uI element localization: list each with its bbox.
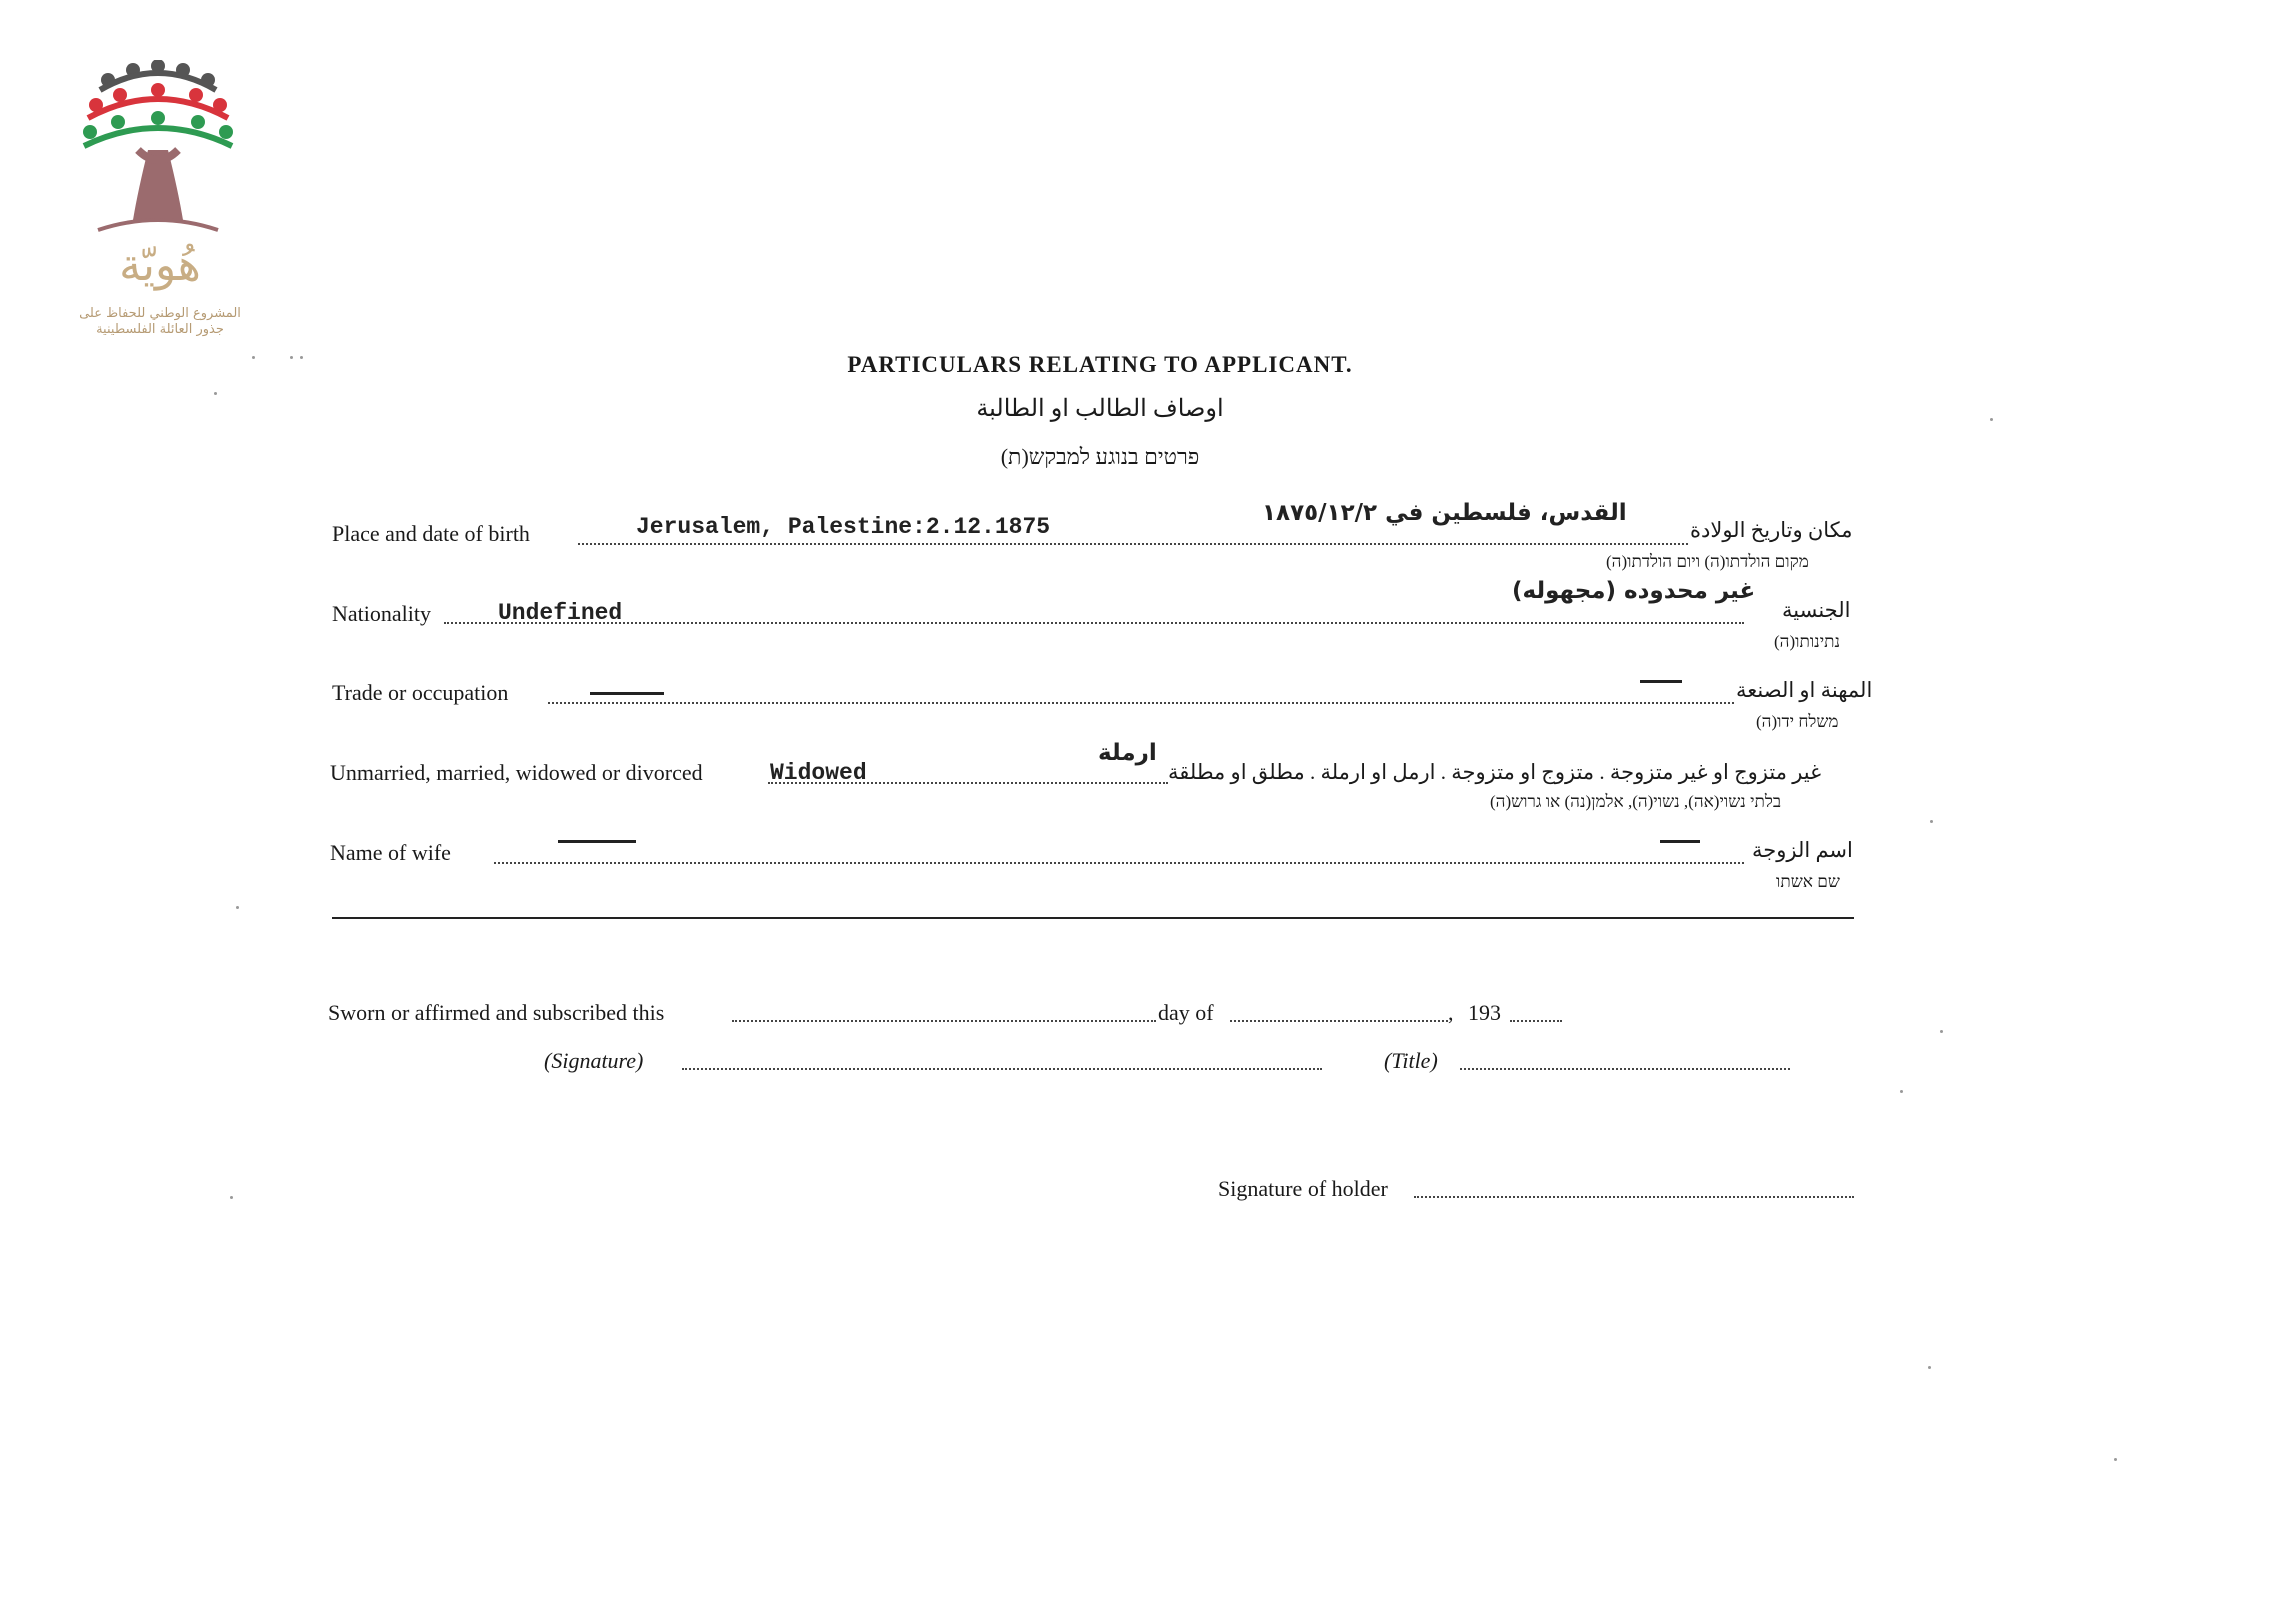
birth-label-he: מקום הולדתו(ה) ויום הולדתו(ה) [1606, 552, 1809, 571]
logo-caption-line2: جذور العائلة الفلسطينية [96, 322, 224, 337]
wife-label-ar: اسم الزوجة [1752, 838, 1853, 862]
trade-blank-dash-ar [1640, 680, 1682, 683]
trade-label-he: משלח ידו(ה) [1756, 712, 1839, 731]
family-tree-icon [78, 60, 238, 260]
wife-dotted-line [494, 862, 1744, 864]
scan-speck [1940, 1030, 1943, 1033]
sworn-day-dotted-line [732, 1020, 1156, 1022]
scan-speck [236, 906, 239, 909]
scan-speck [214, 392, 217, 395]
sworn-year: 193 [1468, 1000, 1501, 1025]
title-dotted-line [1460, 1068, 1790, 1070]
scan-speck [230, 1196, 233, 1199]
birth-label-ar: مكان وتاريخ الولادة [1690, 518, 1853, 542]
logo [78, 60, 238, 340]
sworn-year-dotted-line [1510, 1020, 1562, 1022]
nationality-label-he: נתינותו(ה) [1774, 632, 1841, 651]
logo-caption [60, 306, 260, 338]
holder-signature-dotted-line [1414, 1196, 1854, 1198]
wife-blank-dash [558, 840, 636, 843]
birth-value-ar: القدس، فلسطين في ١٨٧٥/١٢/٢ [1262, 500, 1627, 526]
wife-label-he: שם אשתו [1776, 872, 1840, 891]
section-divider [332, 917, 1854, 919]
nationality-value-ar: غير محدوده (مجهوله) [1512, 578, 1756, 604]
scan-speck [1928, 1366, 1931, 1369]
sworn-comma: , [1448, 1000, 1454, 1025]
logo-wordmark: هُويّة [119, 240, 201, 291]
signature-label: (Signature) [544, 1048, 644, 1073]
scan-speck [1900, 1090, 1903, 1093]
sworn-month-dotted-line [1230, 1020, 1448, 1022]
wife-blank-dash-ar [1660, 840, 1700, 843]
birth-value-en: Jerusalem, Palestine:2.12.1875 [636, 514, 1051, 540]
form-heading-ar: اوصاف الطالب او الطالبة [976, 396, 1224, 422]
birth-label-en: Place and date of birth [332, 521, 530, 546]
signature-dotted-line [682, 1068, 1322, 1070]
logo-caption-line1: المشروع الوطني للحفاظ على [79, 306, 241, 321]
marital-value-ar: ارملة [1098, 740, 1157, 766]
title-label: (Title) [1384, 1048, 1438, 1073]
scan-speck [252, 356, 255, 359]
marital-value-en: Widowed [770, 760, 867, 786]
wife-label-en: Name of wife [330, 840, 451, 865]
nationality-label-ar: الجنسية [1782, 598, 1851, 622]
trade-label-ar: المهنة او الصنعة [1736, 678, 1873, 702]
trade-blank-dash [590, 692, 664, 695]
trade-label-en: Trade or occupation [332, 680, 509, 705]
marital-label-en: Unmarried, married, widowed or divorced [330, 760, 703, 785]
scan-speck [290, 356, 293, 359]
scan-speck [1990, 418, 1993, 421]
sworn-text: Sworn or affirmed and subscribed this [328, 1000, 665, 1025]
birth-dotted-line [578, 543, 1688, 545]
scan-speck [2114, 1458, 2117, 1461]
marital-label-ar: غير متزوج او غير متزوجة . متزوج او متزوجة . ارمل او ارملة . مطلق او مطلقة [1168, 760, 1822, 784]
nationality-dotted-line [444, 622, 1744, 624]
form-heading-en: PARTICULARS RELATING TO APPLICANT. [847, 352, 1353, 377]
sworn-day-of: day of [1158, 1000, 1214, 1025]
form-heading-he: פרטים בנוגע למבקש(ת) [1000, 444, 1200, 469]
nationality-label-en: Nationality [332, 601, 431, 626]
trade-dotted-line [548, 702, 1734, 704]
holder-signature-label: Signature of holder [1218, 1176, 1388, 1201]
scan-speck [300, 356, 303, 359]
marital-label-he: בלתי נשוי(אה), נשוי(ה), אלמן(נה) או גרוש(ה) [1490, 792, 1782, 811]
nationality-value-en: Undefined [498, 600, 623, 626]
scan-speck [1930, 820, 1933, 823]
